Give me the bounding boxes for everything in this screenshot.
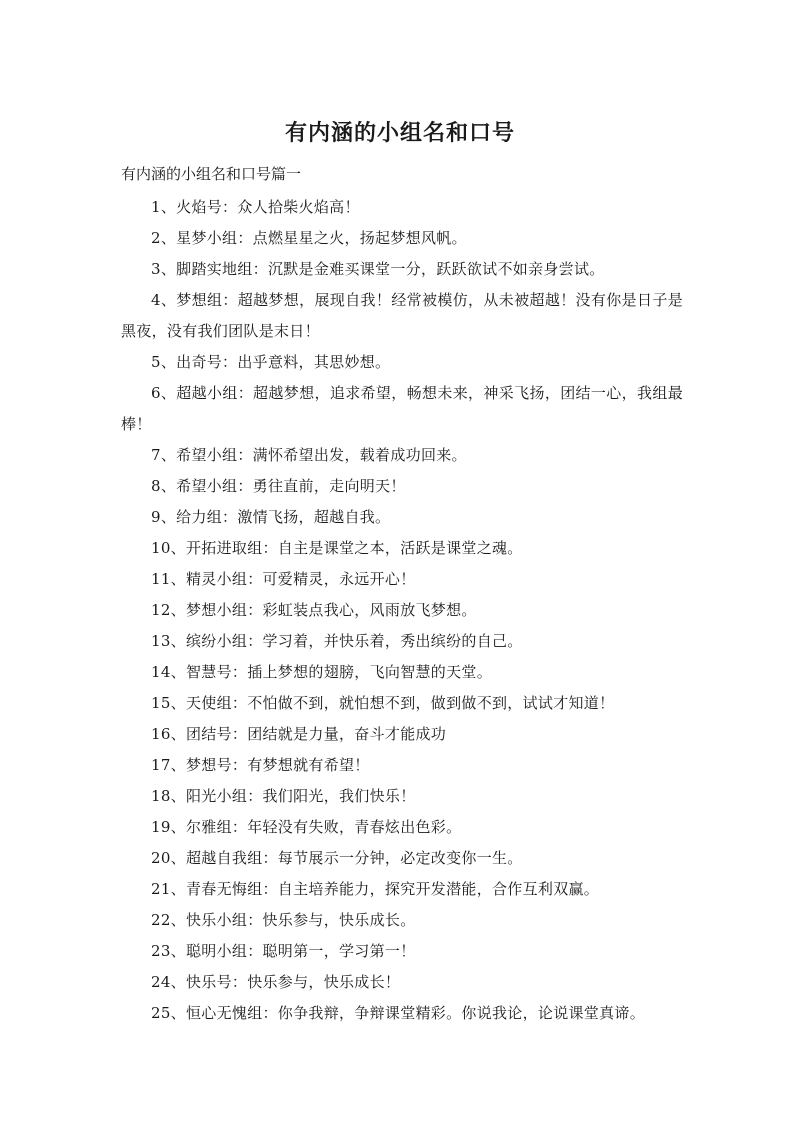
list-item xyxy=(121,719,683,750)
list-item xyxy=(121,595,683,626)
item-text: 恒心无愧组：你争我辩，争辩课堂精彩。你说我论，论说课堂真谛。 xyxy=(186,1004,646,1022)
item-text: 梦想组：超越梦想，展现自我！经常被模仿，从未被超越！没有你是日子是黑夜，没有我们团队是末日！ xyxy=(121,291,683,340)
item-text: 星梦小组：点燃星星之火，扬起梦想风帆。 xyxy=(176,229,467,247)
item-text: 给力组：激情飞扬，超越自我。 xyxy=(176,508,391,526)
item-number: 5、 xyxy=(151,353,177,371)
item-number: 16、 xyxy=(151,725,186,743)
item-text: 出奇号：出乎意料，其思妙想。 xyxy=(176,353,391,371)
item-number: 6、 xyxy=(151,384,177,402)
item-number: 11、 xyxy=(151,570,186,588)
item-text: 天使组：不怕做不到，就怕想不到，做到做不到，试试才知道！ xyxy=(186,694,615,712)
item-number: 24、 xyxy=(151,973,186,991)
item-number: 21、 xyxy=(151,880,186,898)
item-number: 19、 xyxy=(151,818,186,836)
list-item xyxy=(121,378,683,440)
item-number: 1、 xyxy=(151,198,177,216)
list-item xyxy=(121,905,683,936)
list-item xyxy=(121,843,683,874)
item-text: 超越自我组：每节展示一分钟，必定改变你一生。 xyxy=(186,849,523,867)
item-number: 17、 xyxy=(151,756,186,774)
item-number: 9、 xyxy=(151,508,177,526)
list-item xyxy=(121,812,683,843)
item-text: 精灵小组：可爱精灵，永远开心！ xyxy=(186,570,416,588)
item-number: 4、 xyxy=(151,291,177,309)
item-number: 12、 xyxy=(151,601,186,619)
list-item xyxy=(121,440,683,471)
list-item xyxy=(121,502,683,533)
item-text: 火焰号：众人拾柴火焰高！ xyxy=(176,198,360,216)
item-number: 3、 xyxy=(151,260,177,278)
list-item xyxy=(121,626,683,657)
list-item xyxy=(121,750,683,781)
list-item xyxy=(121,781,683,812)
item-text: 梦想小组：彩虹装点我心，风雨放飞梦想。 xyxy=(186,601,477,619)
item-text: 缤纷小组：学习着，并快乐着，秀出缤纷的自己。 xyxy=(186,632,523,650)
item-number: 13、 xyxy=(151,632,186,650)
item-text: 团结号：团结就是力量，奋斗才能成功 xyxy=(186,725,447,743)
list-item xyxy=(121,533,683,564)
item-text: 聪明小组：聪明第一，学习第一！ xyxy=(186,942,416,960)
page-title: 有内涵的小组名和口号 xyxy=(284,121,515,146)
item-text: 阳光小组：我们阳光，我们快乐！ xyxy=(186,787,416,805)
item-number: 22、 xyxy=(151,911,186,929)
item-number: 14、 xyxy=(151,663,186,681)
list-item xyxy=(121,936,683,967)
item-text: 超越小组：超越梦想，追求希望，畅想未来，神采飞扬，团结一心，我组最棒！ xyxy=(121,384,683,433)
item-text: 希望小组：满怀希望出发，载着成功回来。 xyxy=(176,446,467,464)
item-number: 18、 xyxy=(151,787,186,805)
list-item xyxy=(121,998,683,1029)
list-item xyxy=(121,285,683,347)
section-heading: 有内涵的小组名和口号篇一 xyxy=(121,165,302,183)
list-item xyxy=(121,657,683,688)
item-text: 梦想号：有梦想就有希望！ xyxy=(186,756,370,774)
item-text: 智慧号：插上梦想的翅膀，飞向智慧的天堂。 xyxy=(186,663,493,681)
item-number: 20、 xyxy=(151,849,186,867)
list-item xyxy=(121,254,683,285)
item-number: 7、 xyxy=(151,446,177,464)
item-text: 快乐号：快乐参与，快乐成长！ xyxy=(186,973,401,991)
list-item xyxy=(121,471,683,502)
list-item xyxy=(121,564,683,595)
item-text: 尔雅组：年轻没有失败，青春炫出色彩。 xyxy=(186,818,462,836)
item-text: 脚踏实地组：沉默是金难买课堂一分，跃跃欲试不如亲身尝试。 xyxy=(176,260,605,278)
item-number: 15、 xyxy=(151,694,186,712)
list-item xyxy=(121,347,683,378)
list-item xyxy=(121,223,683,254)
list-item xyxy=(121,874,683,905)
slogan-list xyxy=(121,192,683,1029)
item-number: 25、 xyxy=(151,1004,186,1022)
item-text: 希望小组：勇往直前，走向明天！ xyxy=(176,477,406,495)
item-text: 快乐小组：快乐参与，快乐成长。 xyxy=(186,911,416,929)
item-number: 10、 xyxy=(151,539,186,557)
item-number: 23、 xyxy=(151,942,186,960)
item-number: 8、 xyxy=(151,477,177,495)
list-item xyxy=(121,967,683,998)
item-text: 青春无悔组：自主培养能力，探究开发潜能，合作互利双赢。 xyxy=(186,880,600,898)
list-item xyxy=(121,688,683,719)
item-text: 开拓进取组：自主是课堂之本，活跃是课堂之魂。 xyxy=(186,539,523,557)
list-item xyxy=(121,192,683,223)
item-number: 2、 xyxy=(151,229,177,247)
